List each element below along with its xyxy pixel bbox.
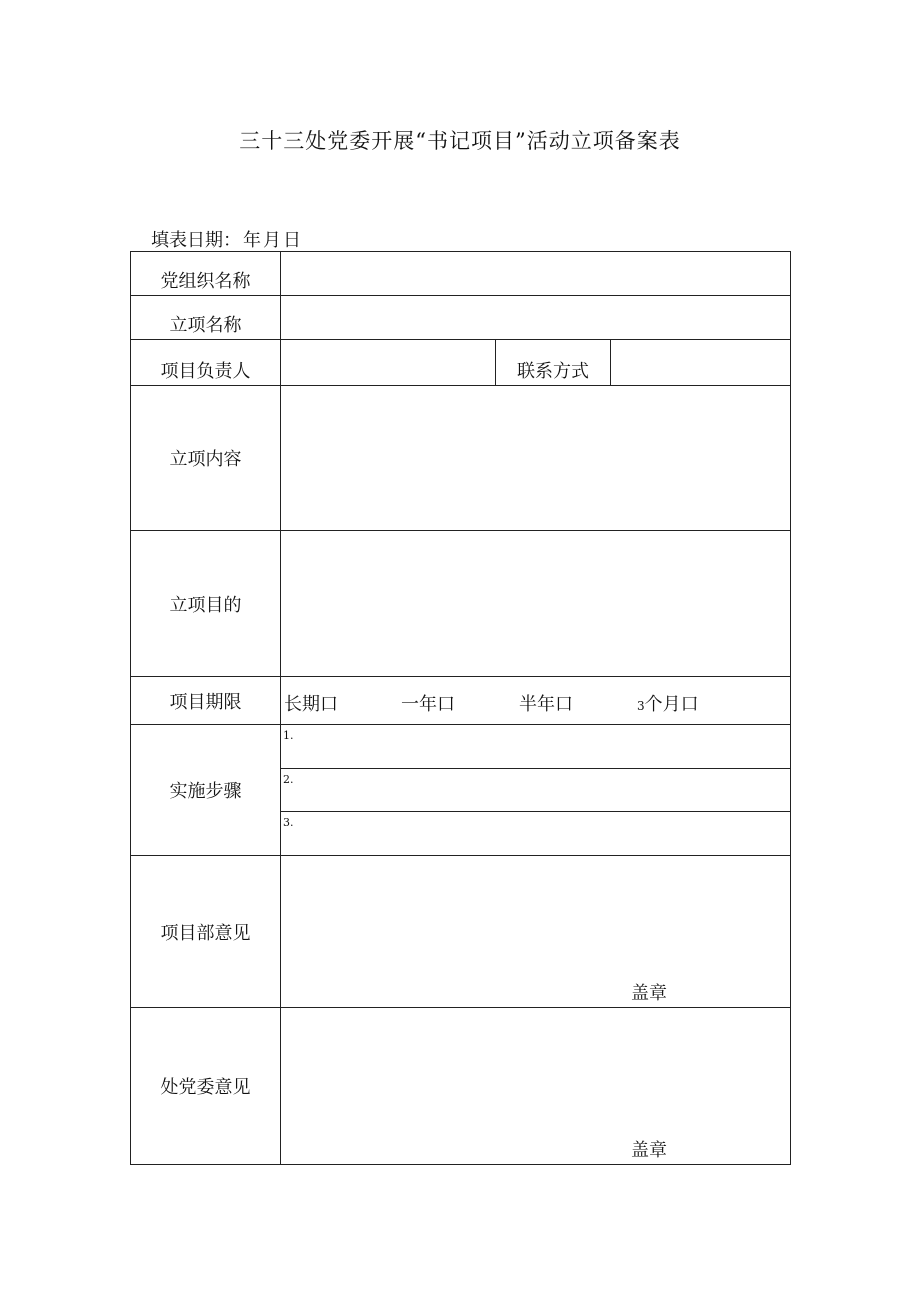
project-name-field[interactable] [281, 296, 791, 340]
row-project-name [131, 296, 791, 340]
period-option-half-year[interactable]: 半年口 [519, 693, 573, 715]
row-step-1 [131, 725, 791, 769]
fill-date-day: 日 [283, 230, 301, 251]
party-org-label: 党组织名称 [131, 252, 281, 296]
committee-seal-label: 盖章 [631, 1139, 667, 1161]
fill-date-label: 填表日期： [151, 230, 241, 251]
period-label: 项目期限 [131, 677, 281, 725]
step-2-field[interactable] [281, 769, 791, 812]
content-field[interactable] [281, 386, 791, 531]
leader-label: 项目负责人 [131, 340, 281, 386]
row-party-org [131, 252, 791, 296]
period-options [281, 677, 791, 725]
party-org-field[interactable] [281, 252, 791, 296]
row-period [131, 677, 791, 725]
dept-opinion-label: 项目部意见 [131, 856, 281, 1008]
row-dept-opinion [131, 856, 791, 1008]
period-option-three-months[interactable] [637, 690, 699, 716]
purpose-label: 立项目的 [131, 531, 281, 677]
period-option-three-months-label: 个月口 [644, 693, 699, 715]
page-title: 三十三处党委开展“书记项目”活动立项备案表 [239, 129, 681, 153]
row-purpose [131, 531, 791, 677]
leader-field[interactable] [281, 340, 496, 386]
committee-opinion-field[interactable] [281, 1008, 791, 1165]
content-label: 立项内容 [131, 386, 281, 531]
row-committee-opinion [131, 1008, 791, 1165]
fill-date [151, 226, 303, 252]
step-1-number: 1. [283, 728, 294, 742]
steps-label: 实施步骤 [131, 725, 281, 856]
contact-field[interactable] [611, 340, 791, 386]
step-2-number: 2. [283, 772, 294, 786]
fill-date-month: 月 [263, 230, 281, 251]
registration-form-table [130, 251, 791, 1165]
step-3-field[interactable] [281, 812, 791, 856]
row-leader-contact [131, 340, 791, 386]
contact-label: 联系方式 [496, 340, 611, 386]
fill-date-year: 年 [243, 230, 261, 251]
period-option-three-months-number: 3 [637, 698, 645, 713]
period-option-one-year[interactable]: 一年口 [401, 693, 455, 715]
committee-opinion-label: 处党委意见 [131, 1008, 281, 1165]
period-option-long-term[interactable]: 长期口 [284, 693, 338, 715]
dept-opinion-field[interactable] [281, 856, 791, 1008]
purpose-field[interactable] [281, 531, 791, 677]
dept-seal-label: 盖章 [631, 982, 667, 1004]
step-3-number: 3. [283, 815, 294, 829]
project-name-label: 立项名称 [131, 296, 281, 340]
step-1-field[interactable] [281, 725, 791, 769]
row-content [131, 386, 791, 531]
